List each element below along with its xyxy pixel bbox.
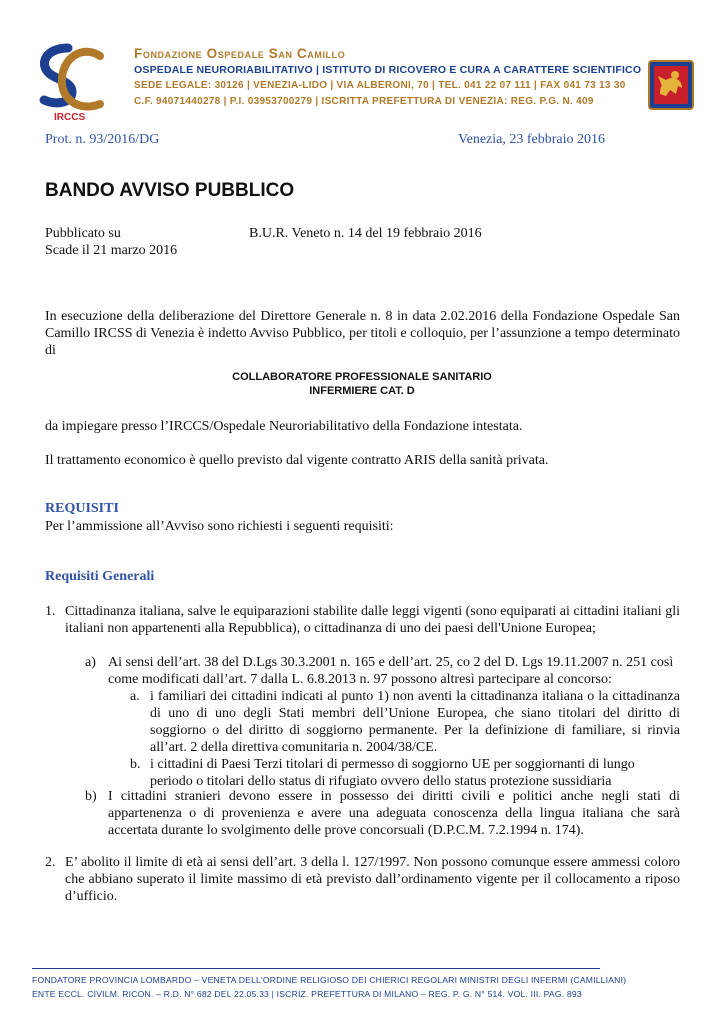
position-category: INFERMIERE CAT. D	[309, 385, 415, 397]
page-title: BANDO AVVISO PUBBLICO	[45, 180, 295, 201]
venice-lion-crest-icon	[648, 60, 694, 110]
org-address: SEDE LEGALE: 30126 | VENEZIA-LIDO | VIA ALBERONI, 70 | TEL. 041 22 07 111 | FAX 041 73 13 30	[134, 80, 626, 91]
org-subtitle: OSPEDALE NEURORIABILITATIVO | ISTITUTO DI RICOVERO E CURA A CARATTERE SCIENTIFICO	[134, 64, 642, 76]
org-registry: C.F. 94071440278 | P.I. 03953700279 | ISCRITTA PREFETTURA DI VENEZIA: REG. P.G. N. 409	[134, 96, 594, 107]
org-name: Fondazione Ospedale San Camillo	[134, 46, 346, 61]
intro-paragraph: In esecuzione della deliberazione del Direttore Generale n. 8 in data 2.02.2016 della Fondazione Ospedale San Camillo IRCSS di Venezia è indetto Avviso Pubblico, per titoli e colloquio, per l’assunzione a tempo determinato di	[45, 309, 680, 358]
item-1a-text: Ai sensi dell’art. 38 del D.Lgs 30.3.2001 n. 165 e dell’art. 25, co 2 del D. Lgs 19.11.2007 n. 251 così come modificati dall’art. 7 dalla L. 6.8.2013 n. 97 possono altresì partecipare al concorso:	[108, 655, 674, 687]
published-label: Pubblicato su	[45, 226, 121, 241]
footer-line-2: ENTE ECCL. CIVILM. RICON. – R.D. N° 682 DEL 22.05.33 | ISCRIZ. PREFETTURA DI MILANO – REG. P. G. N° 514. VOL. III. PAG. 893	[32, 989, 582, 999]
item-1a-b-label: b.	[130, 757, 141, 772]
item-2-number: 2.	[45, 855, 56, 870]
sc-ircss-logo	[28, 42, 106, 122]
svg-text:IRCCS: IRCCS	[54, 112, 86, 122]
published-value: B.U.R. Veneto n. 14 del 19 febbraio 2016	[249, 226, 482, 241]
salary-paragraph: Il trattamento economico è quello previsto dal vigente contratto ARIS della sanità privata.	[45, 453, 549, 468]
item-1a-a-text: i familiari dei cittadini indicati al punto 1) non aventi la cittadinanza italiana o la cittadinanza di uno di uno degli Stati membri dell’Unione Europea, che siano titolari del diritto di soggiorno o del diritto di soggiorno permanente. Per la definizione di familiare, si rinvia all’art. 2 della direttiva comunitaria n. 2004/38/CE.	[150, 689, 680, 755]
item-1a-a-label: a.	[130, 689, 140, 704]
requisiti-generali-heading: Requisiti Generali	[45, 569, 155, 584]
item-1a-b-text: i cittadini di Paesi Terzi titolari di permesso di soggiorno UE per soggiornanti di lungo periodo o titolari dello status di rifugiato ovvero dello status protezione sussidiaria	[150, 757, 635, 789]
item-1-number: 1.	[45, 604, 56, 619]
item-1b-text: I cittadini stranieri devono essere in possesso dei diritti civili e politici anche negli stati di appartenenza o di provenienza e avere una adeguata conoscenza della lingua italiana che sarà accertata durante lo svolgimento delle prove concorsuali (D.P.C.M. 7.2.1994 n. 174).	[108, 789, 680, 838]
item-2-text: E’ abolito il limite di età ai sensi dell’art. 3 della l. 127/1997. Non possono comunque essere ammessi coloro che abbiano superato il limite massimo di età previsto dall’ordinamento vigente per il collocamento a riposo d’ufficio.	[65, 855, 680, 904]
employ-paragraph: da impiegare presso l’IRCCS/Ospedale Neuroriabilitativo della Fondazione intestata.	[45, 419, 523, 434]
footer-divider	[32, 968, 600, 969]
footer-line-1: FONDATORE PROVINCIA LOMBARDO – VENETA DELL'ORDINE RELIGIOSO DEI CHIERICI REGOLARI MINISTRI DEGLI INFERMI (CAMILLIANI)	[32, 975, 627, 985]
item-1b-label: b)	[85, 789, 97, 804]
requisiti-intro: Per l’ammissione all’Avviso sono richiesti i seguenti requisiti:	[45, 519, 394, 534]
document-date: Venezia, 23 febbraio 2016	[458, 132, 605, 147]
expiry-date: Scade il 21 marzo 2016	[45, 243, 178, 258]
position-title: COLLABORATORE PROFESSIONALE SANITARIO	[232, 371, 492, 383]
protocol-number: Prot. n. 93/2016/DG	[45, 132, 160, 147]
item-1-text: Cittadinanza italiana, salve le equiparazioni stabilite dalle leggi vigenti (sono equiparati ai cittadini italiani gli italiani non appartenenti alla Repubblica), o cittadinanza di uno dei paesi dell'Unione Europea;	[65, 604, 680, 636]
item-1a-label: a)	[85, 655, 96, 670]
requisiti-heading: REQUISITI	[45, 501, 119, 516]
